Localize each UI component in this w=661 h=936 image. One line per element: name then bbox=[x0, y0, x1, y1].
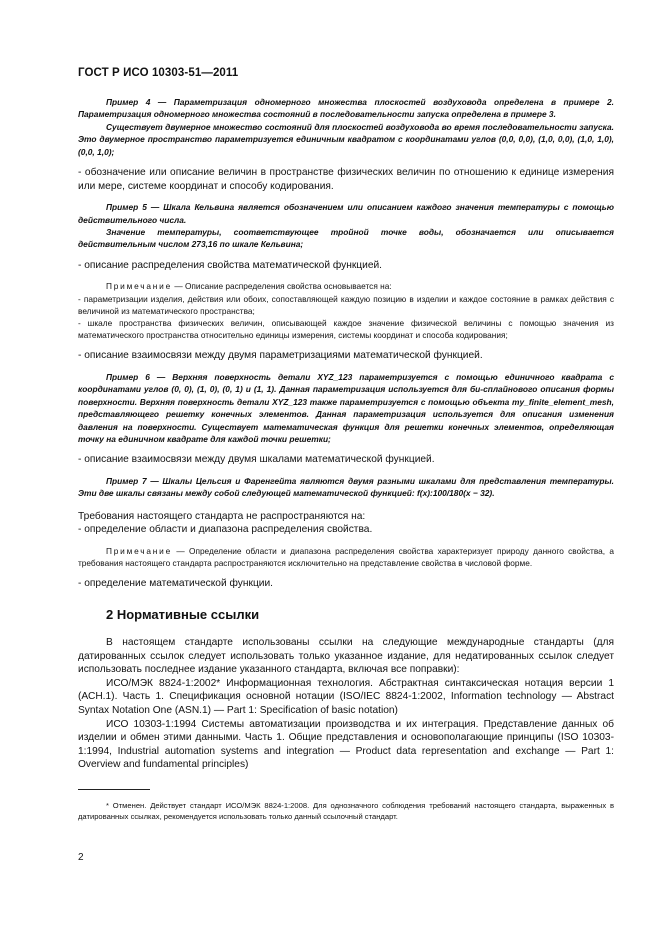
note-1-item-1: - параметризации изделия, действия или обоих, сопоставляющей каждую позицию в изделии и каждое состояние в рамках действия с величиной из математического пространства; bbox=[78, 293, 614, 316]
page-content bbox=[78, 96, 614, 772]
list-item-relation-params: - описание взаимосвязи между двумя параметризациями математической функцией. bbox=[78, 350, 483, 362]
normative-reference-1: ИСО/МЭК 8824-1:2002* Информационная технология. Абстрактная синтаксическая нотация версии 1 (АСН.1). Часть 1. Спецификация основной нотации (ISO/IEC 8824-1:2002, Information technology — Abstract Syntax Notation One (ASN.1) — Part 1: Specification of basic notation) bbox=[78, 677, 614, 717]
list-item-designation: - обозначение или описание величин в пространстве физических величин по отношению к единице измерения или мере, системе координат и способу кодирования. bbox=[78, 167, 614, 192]
note-label: Примечание bbox=[106, 546, 173, 557]
standard-title: ГОСТ Р ИСО 10303-51—2011 bbox=[78, 67, 239, 79]
section-2-intro: В настоящем стандарте использованы ссылки на следующие международные стандарты (для датированных ссылок следует использовать только указанное издание, для недатированных ссылок следует использовать последнее издание указанного стандарта, включая все поправки): bbox=[78, 637, 614, 676]
example-7: Пример 7 — Шкалы Цельсия и Фаренгейта являются двумя разными шкалами для представления температуры. Эти две шкалы связаны между собой следующей математической функцией: f(x):100/180(x − 32). bbox=[78, 476, 614, 499]
note-1-text: — Описание распределения свойства основывается на: bbox=[172, 281, 392, 292]
not-applicable-intro: Требования настоящего стандарта не распространяются на: bbox=[78, 510, 366, 522]
section-heading: 2 Нормативные ссылки bbox=[106, 607, 260, 623]
example-5-p2: Значение температуры, соответствующее тройной точке воды, обозначается или описывается действительным числом 273,16 по шкале Кельвина; bbox=[78, 227, 614, 250]
list-item-distribution: - описание распределения свойства математической функцией. bbox=[78, 259, 383, 271]
note-2-text: — Определение области и диапазона распределения свойства характеризует природу данного свойства, а требования настоящего стандарта распространяются исключительно на представление свойства в числовой форме. bbox=[78, 546, 614, 569]
footnote: * Отменен. Действует стандарт ИСО/МЭК 8824-1:2008. Для однозначного соблюдения требований настоящего стандарта, выраженных в датированных ссылках, рекомендуется использовать только данный ссылочный стандарт. bbox=[78, 801, 614, 822]
normative-reference-2: ИСО 10303-1:1994 Системы автоматизации производства и их интеграция. Представление данных об изделии и обмен этими данными. Часть 1. Общие представления и основополагающие принципы (ISO 10303-1:1994, Industrial automation systems and integration — Product data representation and exchange — Part 1: Overview and fundamental principles) bbox=[78, 718, 614, 771]
list-item-relation-scales: - описание взаимосвязи между двумя шкалами математической функцией. bbox=[78, 454, 435, 466]
note-1 bbox=[78, 280, 614, 292]
not-applicable-item: - определение области и диапазона распределения свойства. bbox=[78, 524, 373, 536]
note-1-item-2: - шкале пространства физических величин, описывающей каждое значение физической величины с помощью значения из математического пространства относительно единицы измерения, системы координат и способа кодирования; bbox=[78, 318, 614, 341]
example-6: Пример 6 — Верхняя поверхность детали XYZ_123 параметризуется с помощью единичного квадрата с координатами углов (0, 0), (1, 0), (0, 1) и (1, 1). Данная параметризация используется для би-сплайнового описания формы поверхности. Верхняя поверхность детали XYZ_123 также параметризуется с помощью объекта my_finite_element_mesh, представляющего решетку конечных элементов. Данная параметризация используется для описания изменения давления на поверхности. Существует математическая функция для решетки конечных элементов, определяющая точку на единичном квадрате для каждой точки решетки; bbox=[78, 372, 614, 445]
note-2 bbox=[78, 545, 614, 569]
note-label: Примечание bbox=[106, 281, 173, 292]
page-number: 2 bbox=[78, 852, 84, 863]
example-4-p2: Существует двумерное множество состояний для плоскостей воздуховода во время последовательности запуска. Это двумерное пространство параметризуется единичным квадратом с координатами углов (0,0, 0,0), (1,0, 0,0), (1,0, 1,0), (0,0, 1,0); bbox=[78, 121, 614, 157]
example-5-p1: Пример 5 — Шкала Кельвина является обозначением или описанием каждого значения температуры с помощью действительного числа. bbox=[78, 202, 614, 225]
list-item-math-def: - определение математической функции. bbox=[78, 578, 273, 590]
footnote-divider bbox=[78, 789, 150, 790]
example-4-p1: Пример 4 — Параметризация одномерного множества плоскостей воздуховода определена в примере 2. Параметризация одномерного множества состояний в последовательности запуска определена в примере 3. bbox=[78, 97, 614, 120]
